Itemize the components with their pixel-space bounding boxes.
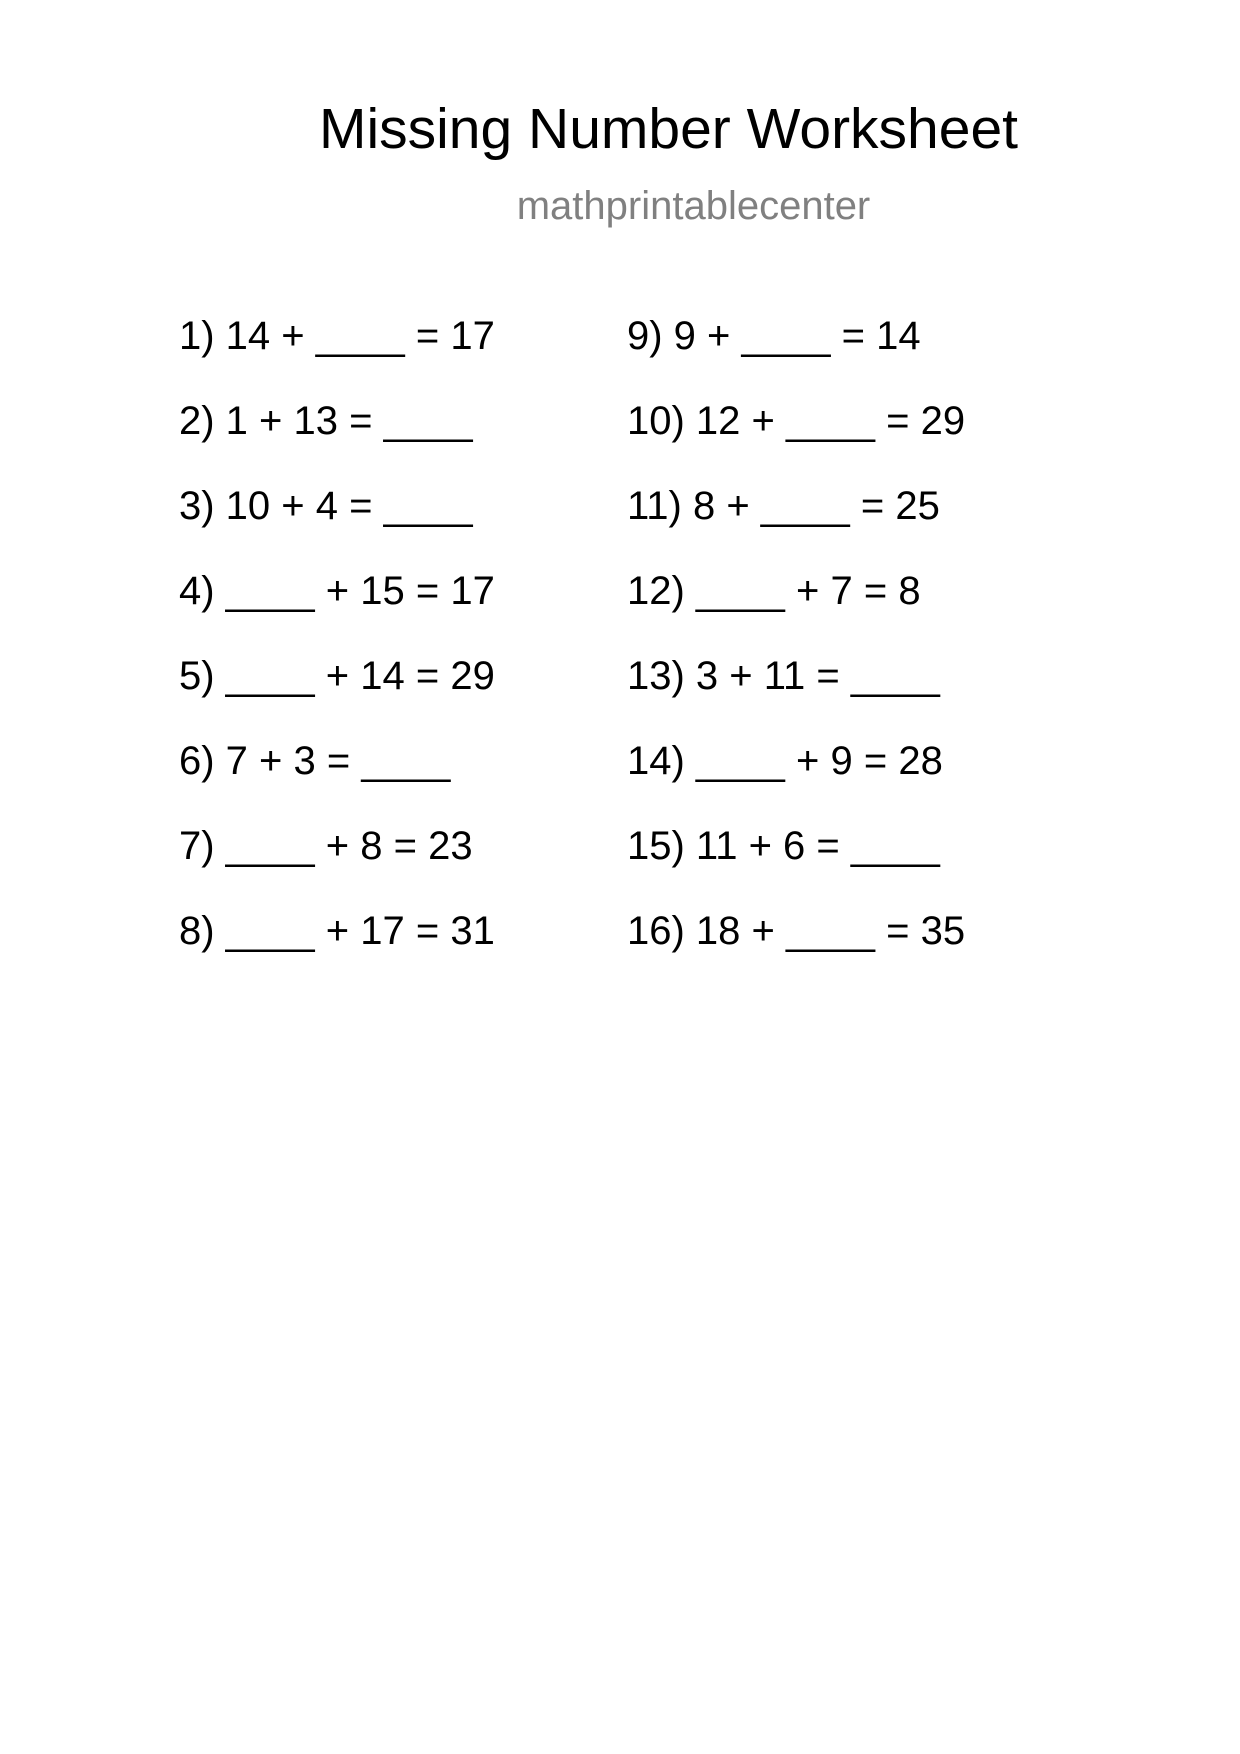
problem-7: 7) ____ + 8 = 23 [179,824,473,868]
problem-column-right [627,311,965,991]
worksheet-title: Missing Number Worksheet [318,97,1018,161]
worksheet-subtitle: mathprintablecenter [516,184,871,228]
problem-10: 10) 12 + ____ = 29 [627,399,966,443]
problem-3: 3) 10 + 4 = ____ [179,484,473,528]
problem-4: 4) ____ + 15 = 17 [179,569,495,613]
problem-8: 8) ____ + 17 = 31 [179,909,495,953]
problem-15: 15) 11 + 6 = ____ [627,824,940,868]
problem-2: 2) 1 + 13 = ____ [179,399,473,443]
problem-6: 6) 7 + 3 = ____ [179,739,451,783]
problem-column-left [179,311,495,991]
problem-11: 11) 8 + ____ = 25 [627,484,940,528]
problem-12: 12) ____ + 7 = 8 [627,569,921,613]
problem-9: 9) 9 + ____ = 14 [627,314,921,358]
problem-5: 5) ____ + 14 = 29 [179,654,495,698]
problem-14: 14) ____ + 9 = 28 [627,739,943,783]
problem-1: 1) 14 + ____ = 17 [179,314,495,358]
problem-16: 16) 18 + ____ = 35 [627,909,966,953]
problem-13: 13) 3 + 11 = ____ [627,654,940,698]
